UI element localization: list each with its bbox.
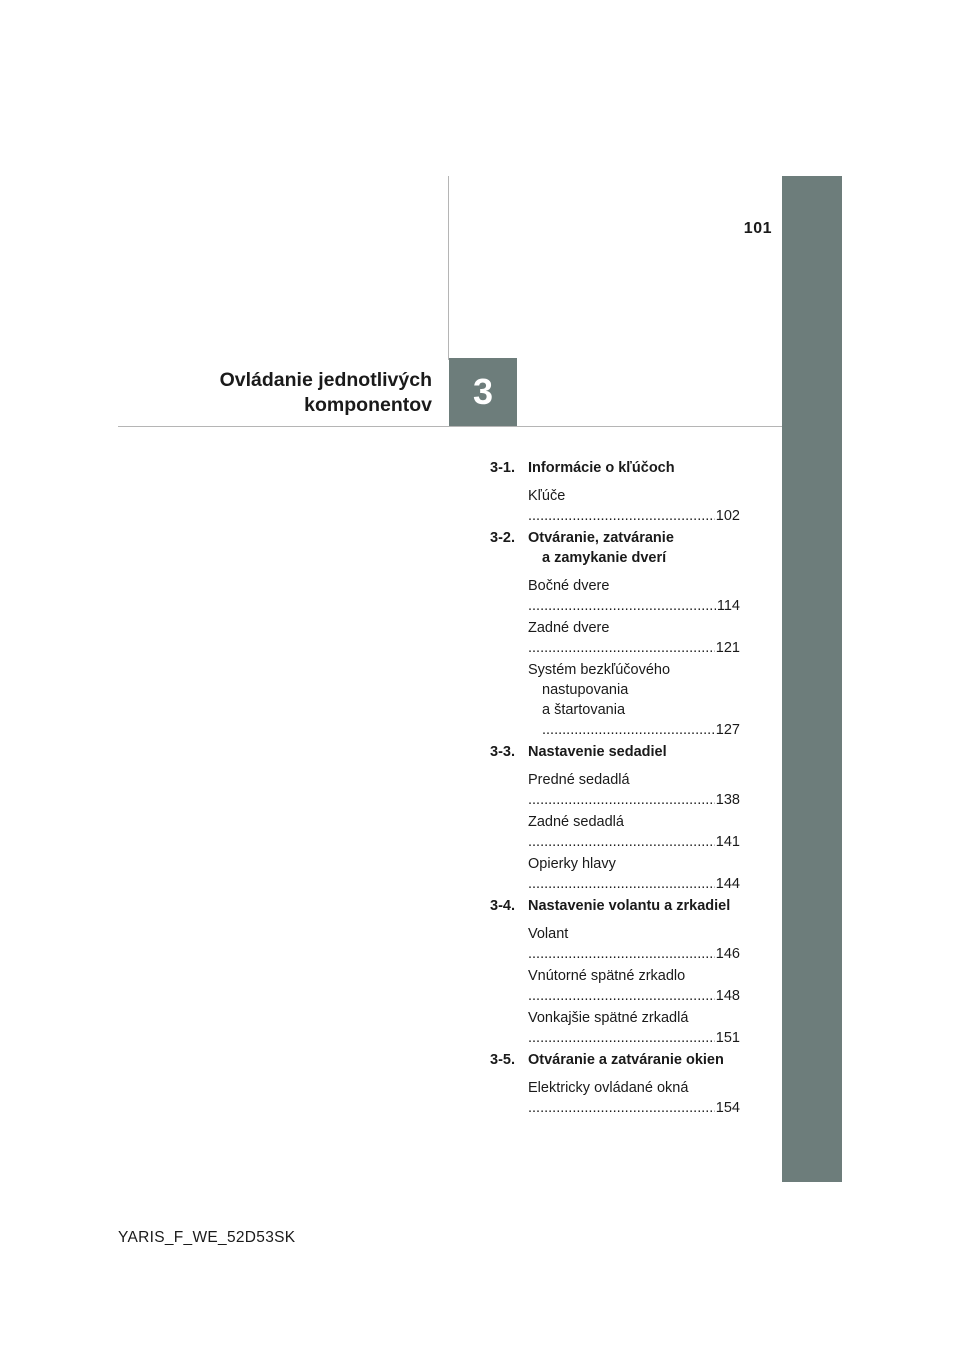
- toc-section-heading[interactable]: [490, 1050, 740, 1070]
- toc-entry[interactable]: [528, 1008, 740, 1048]
- horizontal-rule: [118, 426, 782, 427]
- toc-entry-text: Kľúče: [528, 488, 566, 504]
- toc-entry-label: [528, 854, 715, 894]
- chapter-number: 3: [472, 371, 494, 412]
- toc-entry-label: [528, 1078, 715, 1118]
- toc-entry-text: Vonkajšie spätné zrkadlá: [528, 1010, 689, 1026]
- toc-entry-label: [528, 618, 715, 658]
- toc-entry-text: Elektricky ovládané okná: [528, 1080, 689, 1096]
- side-chapter-tab: [782, 176, 842, 1182]
- toc-entry[interactable]: [528, 854, 740, 894]
- toc-entry-text: Opierky hlavy: [528, 856, 616, 872]
- toc-entry-page: 114: [716, 598, 740, 614]
- toc-section: [490, 1050, 740, 1118]
- toc-section: [490, 528, 740, 740]
- toc-entry-page: 144: [715, 876, 740, 892]
- toc-section: [490, 896, 740, 1048]
- toc-entry[interactable]: [528, 924, 740, 964]
- toc-section-number: 3-4.: [490, 898, 515, 914]
- toc-section-title: [528, 1050, 740, 1070]
- toc-section: [490, 742, 740, 894]
- toc-entry-page: 146: [715, 946, 740, 962]
- toc-entry-page: 102: [715, 508, 740, 524]
- toc-section-number: 3-3.: [490, 744, 515, 760]
- toc-entry-page: 127: [715, 722, 740, 738]
- toc-section-title: [528, 458, 740, 478]
- toc-entry-label: [542, 700, 715, 740]
- toc-entry[interactable]: [528, 618, 740, 658]
- toc-section: [490, 458, 740, 526]
- chapter-title: [160, 368, 432, 418]
- toc-section-heading[interactable]: [490, 896, 740, 916]
- toc-entry[interactable]: [528, 770, 740, 810]
- toc-section-heading[interactable]: [490, 742, 740, 762]
- toc-entry-text: Zadné sedadlá: [528, 814, 624, 830]
- table-of-contents: [490, 458, 740, 1120]
- toc-section-number: 3-5.: [490, 1052, 515, 1068]
- toc-entry[interactable]: [528, 660, 740, 740]
- toc-section-heading[interactable]: [490, 458, 740, 478]
- toc-entry-text: Vnútorné spätné zrkadlo: [528, 968, 686, 984]
- toc-section-title-line: Nastavenie sedadiel: [528, 744, 667, 760]
- chapter-title-line1: Ovládanie jednotlivých: [219, 369, 432, 391]
- toc-section-title-line: Otváranie a zatváranie okien: [528, 1052, 724, 1068]
- toc-section-title: [528, 742, 740, 762]
- vertical-rule: [448, 176, 449, 360]
- toc-entry-page: 141: [715, 834, 740, 850]
- toc-entry[interactable]: [528, 486, 740, 526]
- toc-section-title-line: Otváranie, zatváranie: [528, 530, 674, 546]
- toc-entry[interactable]: [528, 1078, 740, 1118]
- toc-entry-label: [528, 770, 715, 810]
- toc-entry-label: [528, 1008, 715, 1048]
- toc-entry-label: [528, 924, 715, 964]
- toc-section-title: [528, 896, 740, 916]
- toc-entry-page: 121: [715, 640, 740, 656]
- toc-entry-last-line: [528, 700, 740, 740]
- toc-entry-page: 148: [715, 988, 740, 1004]
- toc-entry-label: [528, 576, 716, 616]
- toc-entry-page: 151: [715, 1030, 740, 1046]
- toc-entry-label: [528, 812, 715, 852]
- toc-entry[interactable]: [528, 576, 740, 616]
- toc-entry-text: Volant: [528, 926, 569, 942]
- footer-code: YARIS_F_WE_52D53SK: [118, 1229, 296, 1246]
- toc-entry-page: 138: [715, 792, 740, 808]
- toc-entry-text: a štartovania: [542, 702, 626, 718]
- toc-entry[interactable]: [528, 966, 740, 1006]
- toc-entry-text: Bočné dvere: [528, 578, 610, 594]
- toc-entry-label-line: nastupovania: [542, 682, 629, 698]
- toc-entry[interactable]: [528, 812, 740, 852]
- toc-section-title-line: a zamykanie dverí: [542, 550, 667, 566]
- chapter-number-box: [449, 358, 517, 426]
- toc-section-title-line: Informácie o kľúčoch: [528, 460, 675, 476]
- chapter-title-line2: komponentov: [304, 394, 432, 416]
- page-number: 101: [743, 220, 772, 237]
- toc-section-title-line: Nastavenie volantu a zrkadiel: [528, 898, 731, 914]
- toc-section-title: [528, 528, 740, 568]
- toc-entry-label: [528, 966, 715, 1006]
- toc-entry-label: [528, 486, 715, 526]
- toc-section-number: 3-1.: [490, 460, 515, 476]
- toc-entry-page: 154: [715, 1100, 740, 1116]
- toc-section-number: 3-2.: [490, 530, 515, 546]
- toc-section-heading[interactable]: [490, 528, 740, 568]
- toc-entry-text: Predné sedadlá: [528, 772, 630, 788]
- toc-entry-text: Zadné dvere: [528, 620, 610, 636]
- toc-entry-label-line: Systém bezkľúčového: [528, 662, 671, 678]
